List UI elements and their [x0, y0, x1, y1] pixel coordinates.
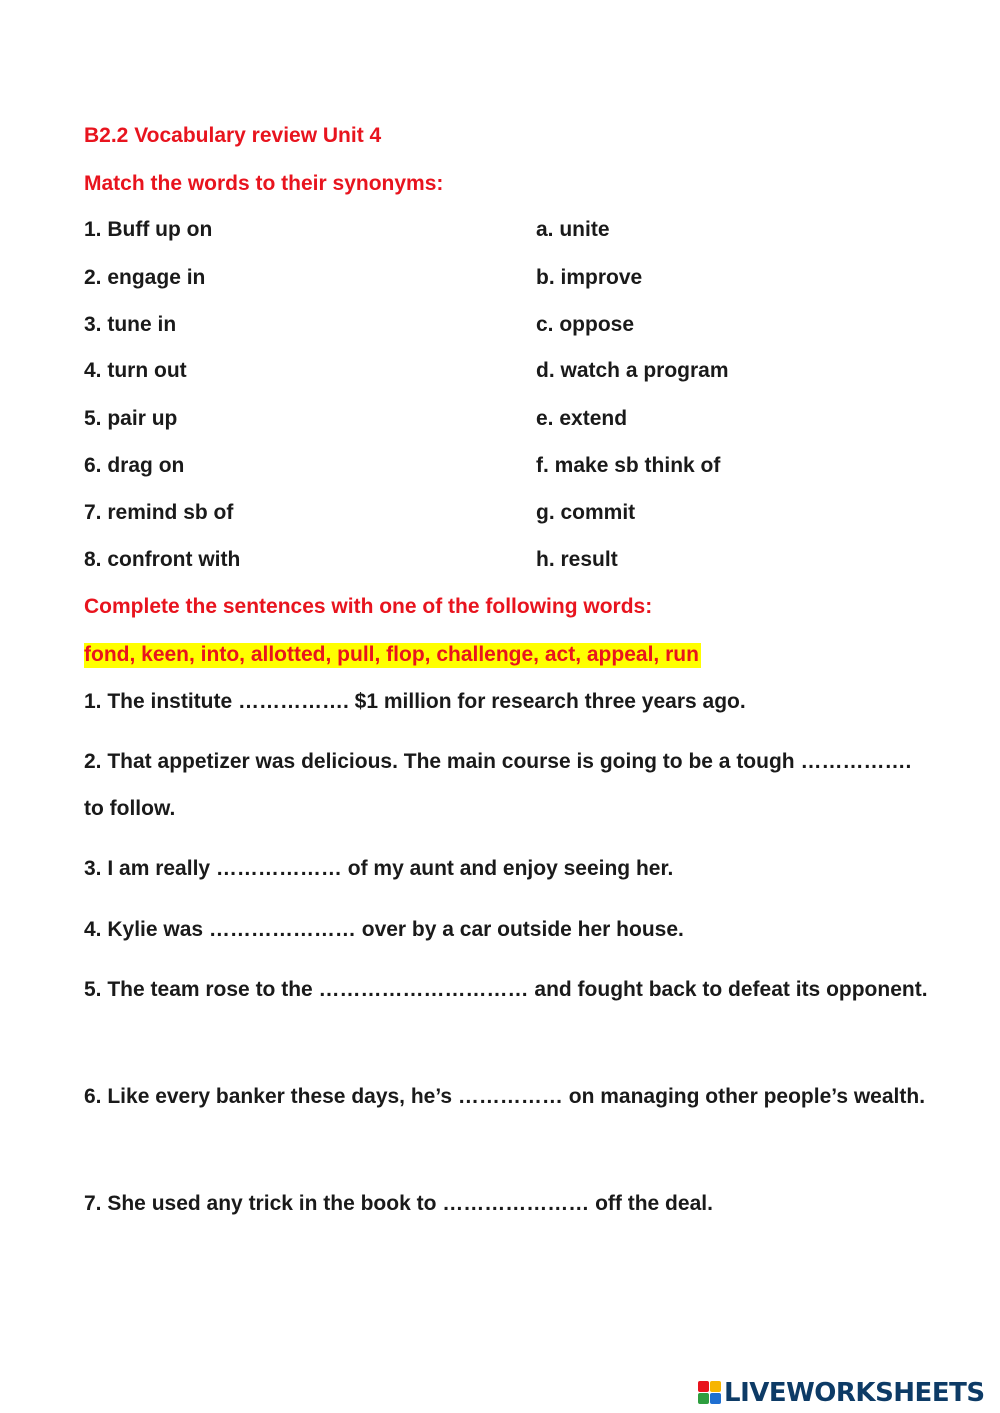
- match-item-left: 1. Buff up on: [84, 218, 213, 241]
- logo-grid-icon: [698, 1381, 722, 1405]
- match-item-right: e. extend: [536, 407, 628, 430]
- match-item-left: 4. turn out: [84, 359, 187, 382]
- sentence-item: 7. She used any trick in the book to ………………… off the deal.: [84, 1192, 713, 1215]
- section1-heading: Match the words to their synonyms:: [84, 172, 444, 195]
- worksheet-title: B2.2 Vocabulary review Unit 4: [84, 124, 382, 147]
- match-item-right: h. result: [536, 548, 618, 571]
- match-item-right: f. make sb think of: [536, 454, 721, 477]
- match-item-left: 2. engage in: [84, 266, 206, 289]
- match-item-right: a. unite: [536, 218, 610, 241]
- word-bank-text: fond, keen, into, allotted, pull, flop, challenge, act, appeal, run: [84, 643, 699, 666]
- sentence-item: 6. Like every banker these days, he’s …………… on managing other people’s wealth.: [84, 1085, 926, 1108]
- sentence-item: 2. That appetizer was delicious. The main course is going to be a tough ……………. to follow.: [84, 750, 912, 820]
- sentence-item: 1. The institute ……………. $1 million for research three years ago.: [84, 690, 746, 713]
- match-item-left: 7. remind sb of: [84, 501, 234, 524]
- match-item-left: 6. drag on: [84, 454, 185, 477]
- sentence-item: 3. I am really ……………… of my aunt and enjoy seeing her.: [84, 857, 674, 880]
- liveworksheets-logo[interactable]: [698, 1376, 985, 1410]
- sentence-item: 4. Kylie was ………………… over by a car outside her house.: [84, 918, 684, 941]
- match-item-left: 8. confront with: [84, 548, 241, 571]
- match-item-right: d. watch a program: [536, 359, 729, 382]
- match-item-right: b. improve: [536, 266, 643, 289]
- sentence-item: 5. The team rose to the ………………………… and fought back to defeat its opponent.: [84, 978, 928, 1001]
- logo-brand-text: LIVEWORKSHEETS: [724, 1378, 985, 1408]
- match-item-right: c. oppose: [536, 313, 635, 336]
- match-item-left: 3. tune in: [84, 313, 177, 336]
- match-item-right: g. commit: [536, 501, 636, 524]
- match-item-left: 5. pair up: [84, 407, 178, 430]
- section2-heading: Complete the sentences with one of the following words:: [84, 595, 653, 618]
- word-bank: [84, 641, 701, 669]
